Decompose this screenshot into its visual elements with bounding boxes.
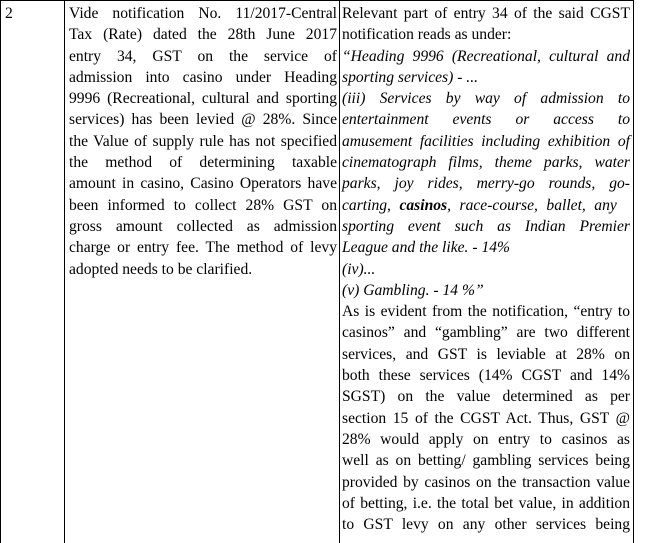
clarification-text: , race-course, ballet, any <box>447 196 617 214</box>
clarification-line: of betting, i.e. the total bet value, in addition <box>342 494 630 512</box>
clarification-line: League and the like. - 14% <box>342 239 511 257</box>
clarification-line: “Heading 9996 (Recreational, cultural and <box>342 47 630 65</box>
clarification-line: sporting services) - ... <box>342 68 478 86</box>
clarification-line: to GST levy on any other services being <box>342 516 630 534</box>
query-line: services) has been levied @ 28%. Since <box>69 111 337 129</box>
clarification-line: (v) Gambling. - 14 %” <box>342 281 484 299</box>
clarification-line: services, and GST is leviable at 28% on <box>342 345 630 363</box>
query-line: the method of determining taxable <box>69 154 337 172</box>
clarification-line <box>342 195 630 216</box>
clarification-line: provided by casinos on the transaction value <box>342 473 630 491</box>
clarification-line: As is evident from the notification, “entry to <box>342 303 630 321</box>
column-border-query <box>339 0 340 543</box>
clarification-line: well as on betting/ gambling services being <box>342 452 630 470</box>
query-line: gross amount collected as admission <box>69 217 337 235</box>
serial-number: 2 <box>5 5 13 22</box>
query-line: amount in casino, Casino Operators have <box>69 175 337 193</box>
clarification-line: casinos” and “gambling” are two different <box>342 324 630 342</box>
clarification-line: cinematograph films, theme parks, water <box>342 154 630 172</box>
query-cell <box>69 3 337 280</box>
query-line: 9996 (Recreational, cultural and sporting <box>69 90 337 108</box>
query-line: admission into casino under Heading <box>69 68 337 86</box>
query-line: Tax (Rate) dated the 28th June 2017 <box>69 26 337 44</box>
column-border-serial <box>64 0 65 543</box>
clarification-line: (iv)... <box>342 260 376 278</box>
query-line: charge or entry fee. The method of levy <box>69 239 337 257</box>
clarification-line: both these services (14% CGST and 14% <box>342 367 630 385</box>
clarification-text: carting, <box>342 196 400 214</box>
query-line: the Value of supply rule has not specified <box>69 132 337 150</box>
clarification-line: section 15 of the CGST Act. Thus, GST @ <box>342 409 630 427</box>
clarification-line: entertainment events or access to <box>342 111 630 129</box>
query-line: been informed to collect 28% GST on <box>69 196 337 214</box>
table-top-border <box>0 0 634 1</box>
clarification-line: (iii) Services by way of admission to <box>342 90 630 108</box>
clarification-line: 28% would apply on entry to casinos as <box>342 430 630 448</box>
clarification-cell <box>342 3 630 535</box>
clarification-line: Relevant part of entry 34 of the said CGST <box>342 5 630 22</box>
clarification-line: notification reads as under: <box>342 26 512 44</box>
column-border-right <box>633 0 634 543</box>
casinos-emphasis: casinos <box>399 196 448 214</box>
clarification-line: SGST) on the value determined as per <box>342 388 630 406</box>
serial-number-cell <box>5 3 13 24</box>
query-line: entry 34, GST on the service of <box>69 47 337 65</box>
clarification-line: parks, joy rides, merry-go rounds, go- <box>342 175 630 193</box>
query-line: adopted needs to be clarified. <box>69 260 253 278</box>
clarification-line: sporting event such as Indian Premier <box>342 217 630 235</box>
column-border-left <box>0 0 1 543</box>
clarification-line: amusement facilities including exhibition of <box>342 132 630 150</box>
query-line: Vide notification No. 11/2017-Central <box>69 5 337 22</box>
